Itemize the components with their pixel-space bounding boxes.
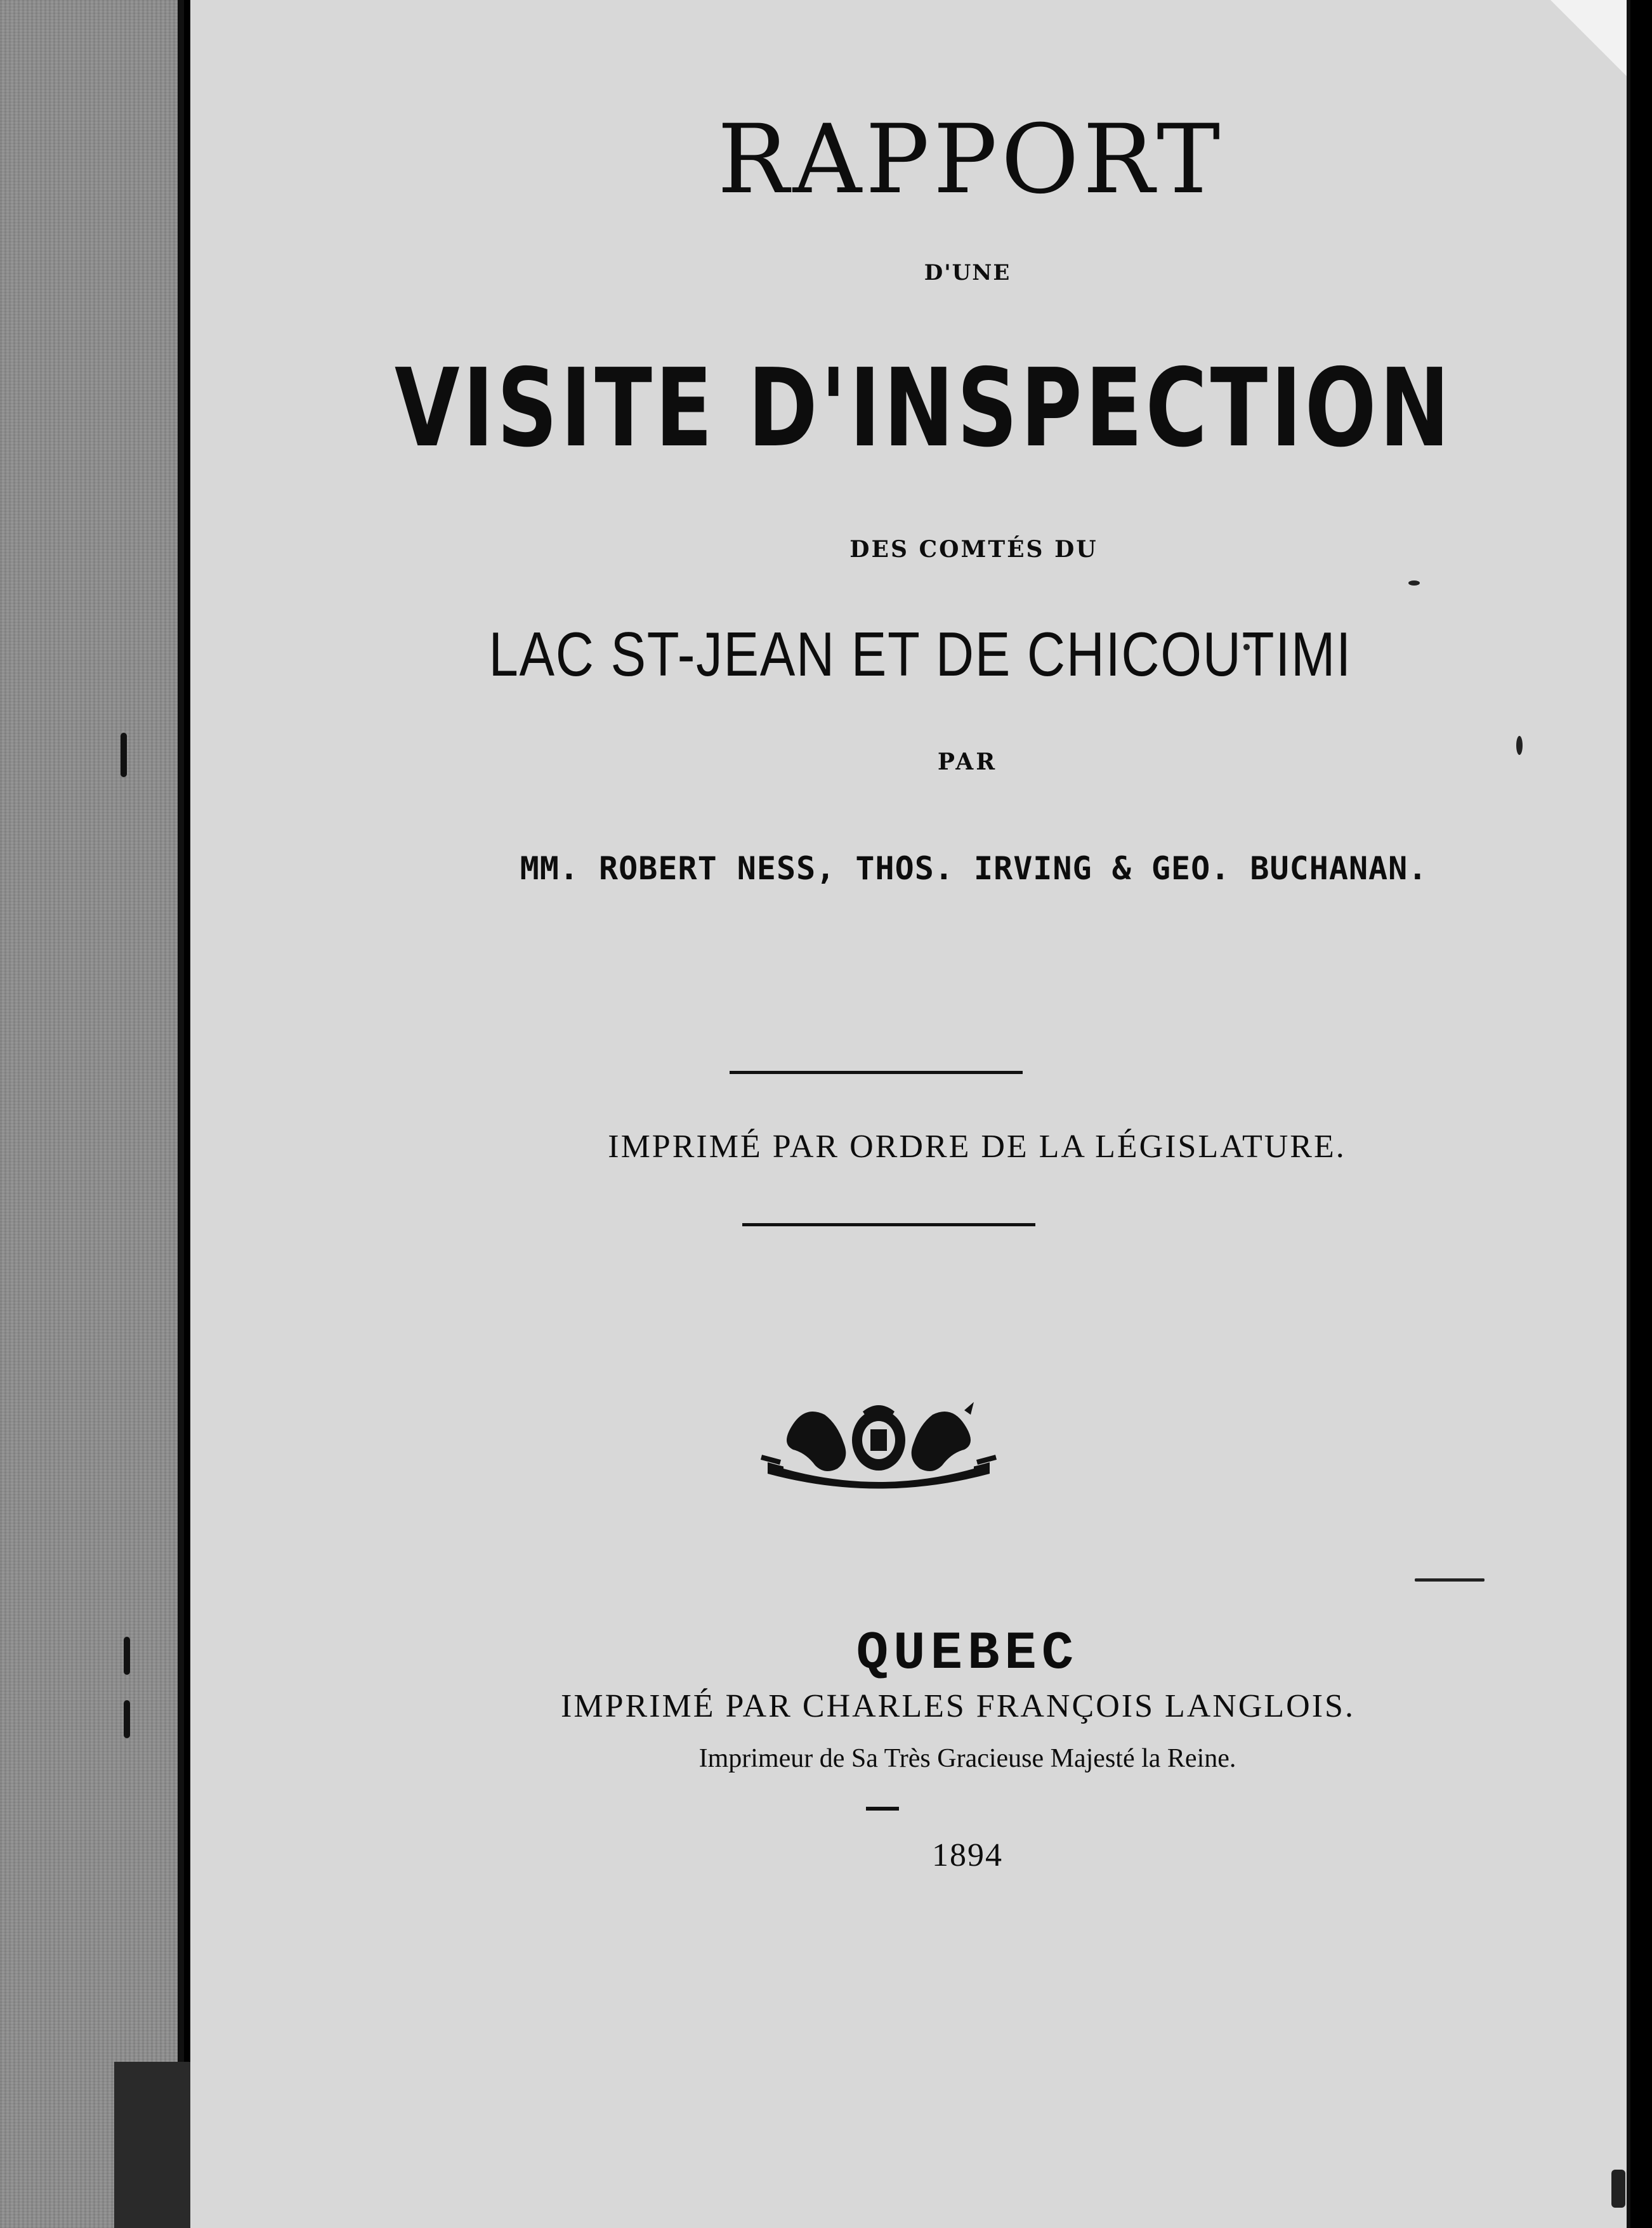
title-preposition: D'UNE — [924, 260, 1011, 285]
publication-year: 1894 — [932, 1837, 1003, 1873]
main-title: VISITE D'INSPECTION — [394, 346, 1453, 471]
printing-order: IMPRIMÉ PAR ORDRE DE LA LÉGISLATURE. — [608, 1129, 1346, 1165]
page-corner-fold — [1550, 0, 1627, 76]
short-divider — [866, 1807, 899, 1811]
authors: MM. ROBERT NESS, THOS. IRVING & GEO. BUCHANAN. — [520, 850, 1428, 887]
binding-mark — [124, 1700, 130, 1738]
book-spine — [0, 0, 184, 2228]
publication-city: QUEBEC — [856, 1624, 1079, 1684]
counties-intro: DES COMTÉS DU — [849, 536, 1098, 563]
printer-title: Imprimeur de Sa Très Gracieuse Majesté la Reine. — [698, 1744, 1236, 1773]
paper-speck — [1415, 1578, 1485, 1582]
counties-title: LAC ST-JEAN ET DE CHICOUTIMI — [488, 619, 1353, 689]
divider-rule — [730, 1071, 1023, 1074]
printer-name: IMPRIMÉ PAR CHARLES FRANÇOIS LANGLOIS. — [561, 1688, 1355, 1724]
paper-speck — [1611, 2170, 1625, 2208]
divider-rule — [742, 1223, 1035, 1226]
binding-mark — [124, 1637, 130, 1675]
paper-speck — [1408, 580, 1420, 586]
title-page — [190, 0, 1630, 2228]
binding-mark — [121, 733, 127, 777]
by-line: PAR — [937, 749, 998, 775]
report-title: RAPPORT — [717, 105, 1224, 215]
royal-coat-of-arms-icon — [755, 1399, 1002, 1494]
